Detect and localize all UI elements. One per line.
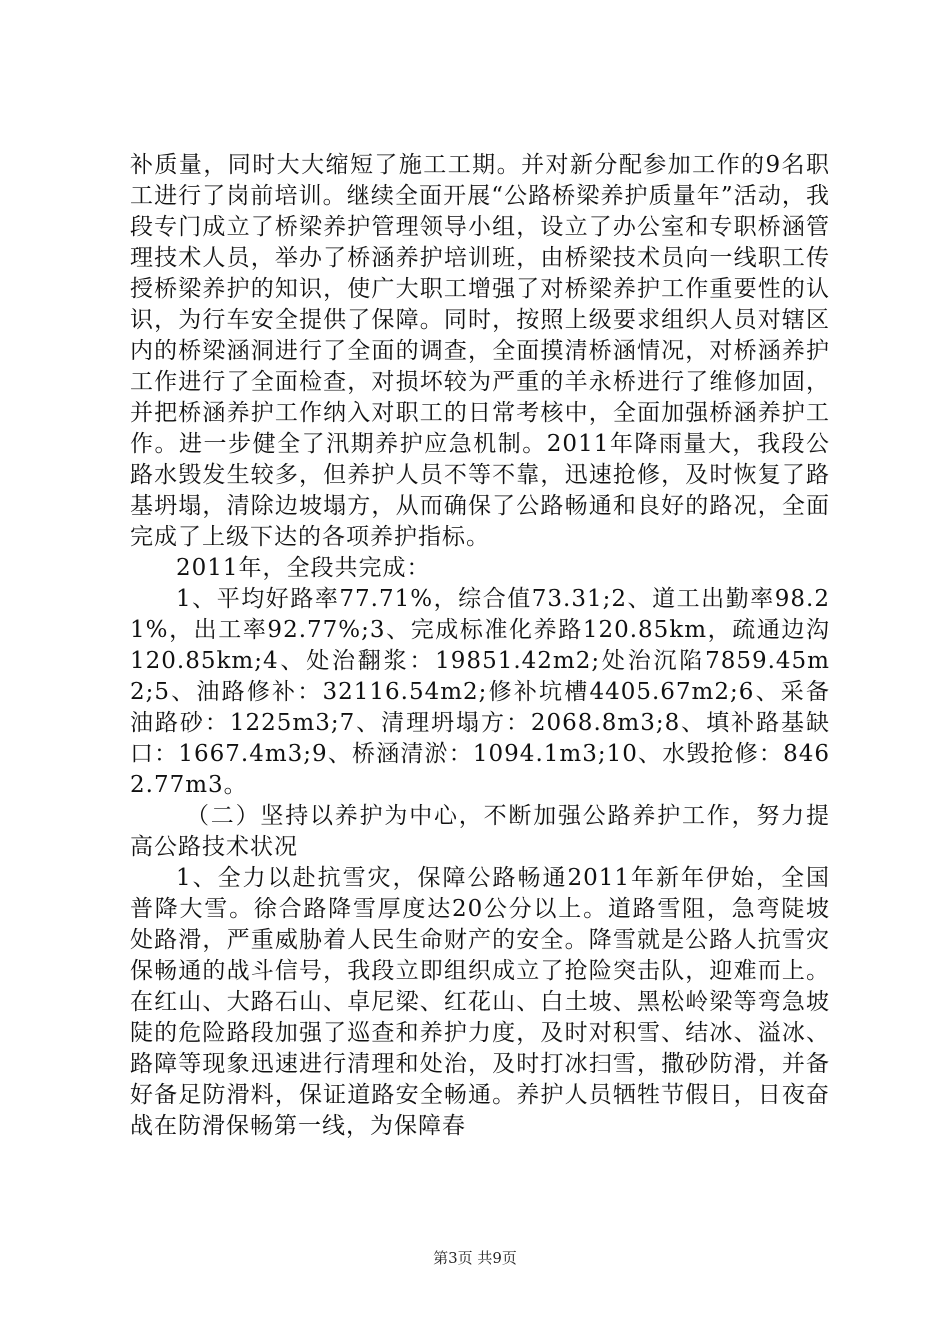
paragraph-completion-statistics: 1、平均好路率77.71%，综合值73.31;2、道工出勤率98.21%，出工率92.77%;3、完成标准化养路120.85km，疏通边沟120.85km;4、处治翻浆：19851.42m2;处治沉陷7859.45m2;5、油路修补：32116.54m2;修补坑槽4405.67m2;6、采备油路砂：1225m3;7、清理坍塌方：2068.8m3;8、填补路基缺口：1667.4m3;9、桥涵清淤：1094.1m3;10、水毁抢修：8462.77m3。 <box>130 586 830 798</box>
document-body <box>130 150 830 1142</box>
paragraph-2011-summary-heading: 2011年，全段共完成： <box>176 555 431 581</box>
section-heading-two: （二）坚持以养护为中心，不断加强公路养护工作，努力提高公路技术状况 <box>130 803 830 860</box>
page-number-footer: 第3页 共9页 <box>433 1249 517 1267</box>
paragraph-snow-disaster: 1、全力以赴抗雪灾，保障公路畅通2011年新年伊始，全国普降大雪。徐合路降雪厚度达20公分以上。道路雪阻，急弯陡坡处路滑，严重威胁着人民生命财产的安全。降雪就是公路人抗雪灾保畅通的战斗信号，我段立即组织成立了抢险突击队，迎难而上。在红山、大路石山、卓尼梁、红花山、白土坡、黑松岭梁等弯急坡陡的危险路段加强了巡查和养护力度，及时对积雪、结冰、溢冰、路障等现象迅速进行清理和处治，及时打冰扫雪，撒砂防滑，并备好备足防滑料，保证道路安全畅通。养护人员牺牲节假日，日夜奋战在防滑保畅第一线，为保障春 <box>130 865 830 1139</box>
paragraph-bridge-maintenance: 补质量，同时大大缩短了施工工期。并对新分配参加工作的9名职工进行了岗前培训。继续全面开展“公路桥梁养护质量年”活动，我段专门成立了桥梁养护管理领导小组，设立了办公室和专职桥涵管理技术人员，举办了桥涵养护培训班，由桥梁技术员向一线职工传授桥梁养护的知识，使广大职工增强了对桥梁养护工作重要性的认识，为行车安全提供了保障。同时，按照上级要求组织人员对辖区内的桥梁涵洞进行了全面的调查，全面摸清桥涵情况，对桥涵养护工作进行了全面检查，对损坏较为严重的羊永桥进行了维修加固，并把桥涵养护工作纳入对职工的日常考核中，全面加强桥涵养护工作。进一步健全了汛期养护应急机制。2011年降雨量大，我段公路水毁发生较多，但养护人员不等不靠，迅速抢修，及时恢复了路基坍塌，清除边坡塌方，从而确保了公路畅通和良好的路况，全面完成了上级下达的各项养护指标。 <box>130 152 830 550</box>
